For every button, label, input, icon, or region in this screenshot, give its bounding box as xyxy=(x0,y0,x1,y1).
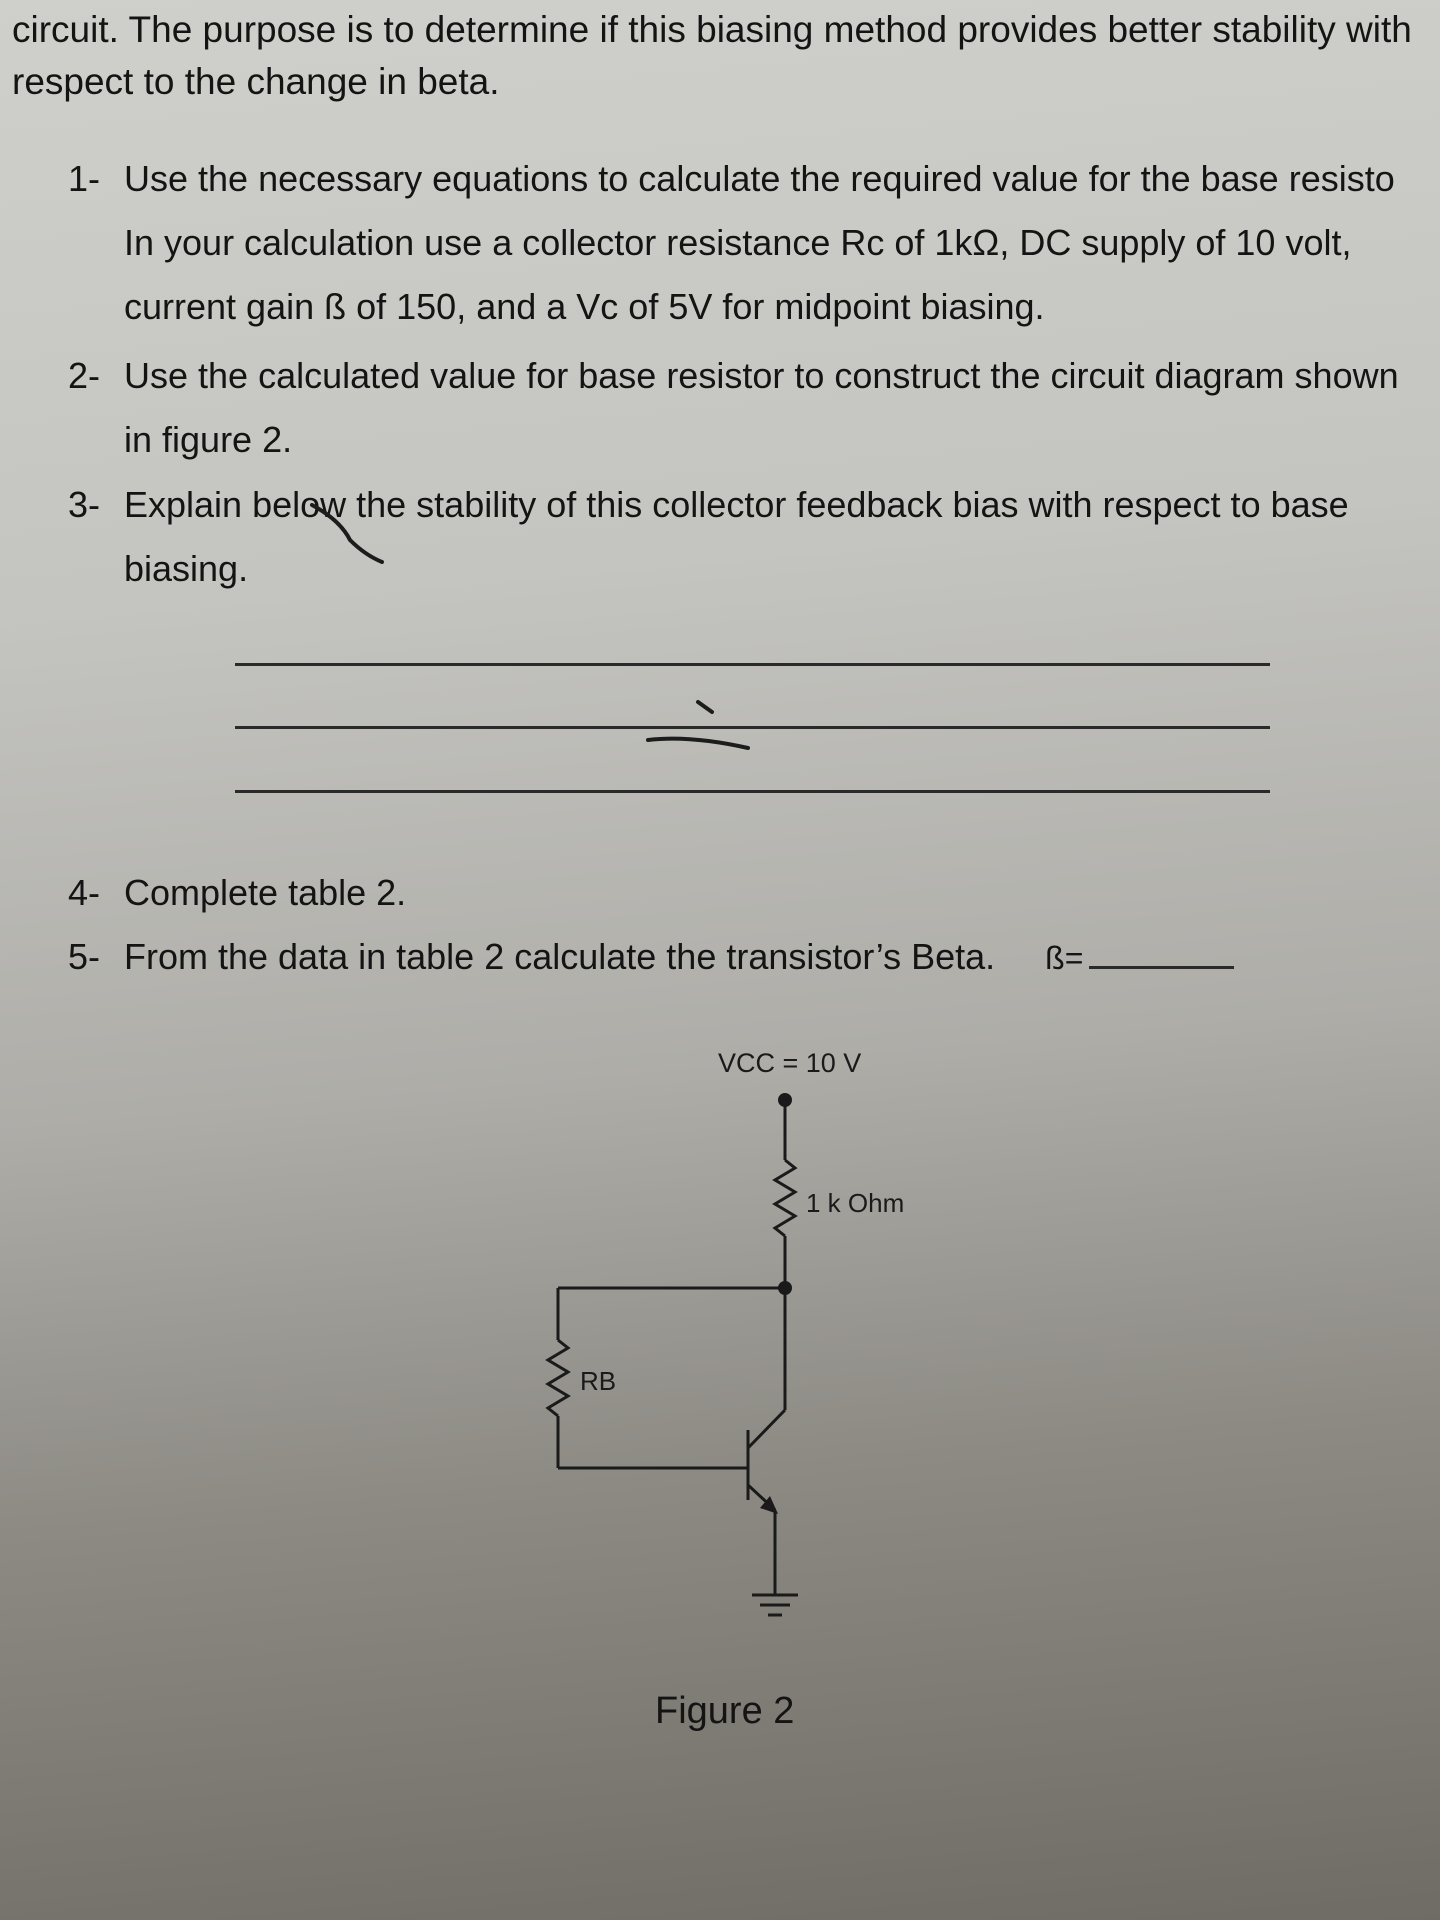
rb-label: RB xyxy=(580,1366,617,1396)
npn-transistor xyxy=(748,1410,785,1514)
item-line: Complete table 2. xyxy=(124,872,407,913)
rc-resistor xyxy=(775,1160,795,1236)
item-line: In your calculation use a collector resistance Rᴄ of 1kΩ, DC supply of 10 volt, xyxy=(124,222,1352,263)
intro-line-2: respect to the change in beta. xyxy=(12,61,500,103)
item-number: 4- xyxy=(68,872,101,913)
item-line: Use the necessary equations to calculate the required value for the base resisto xyxy=(124,158,1395,199)
ground-symbol xyxy=(752,1595,798,1615)
item-line: biasing. xyxy=(124,548,249,589)
item-line: Explain below the stability of this collector feedback bias with respect to base xyxy=(124,484,1349,525)
item-line: Use the calculated value for base resistor to construct the circuit diagram shown xyxy=(124,355,1399,396)
rb-resistor xyxy=(548,1340,568,1416)
item-number: 3- xyxy=(68,484,101,525)
rc-label: 1 k Ohm xyxy=(806,1188,905,1218)
item-number: 1- xyxy=(68,158,101,199)
beta-label: ß= xyxy=(1045,940,1084,976)
item-line: From the data in table 2 calculate the transistor’s Beta. xyxy=(124,936,996,977)
intro-line-1: circuit. The purpose is to determine if this biasing method provides better stability with xyxy=(12,9,1412,50)
item-number: 5- xyxy=(68,936,101,977)
item-number: 2- xyxy=(68,355,101,396)
vcc-label: VCC = 10 V xyxy=(718,1048,862,1078)
item-line: in figure 2. xyxy=(124,419,293,460)
figure-caption: Figure 2 xyxy=(655,1690,795,1732)
item-line: current gain ß of 150, and a Vc of 5V for midpoint biasing. xyxy=(124,286,1045,327)
